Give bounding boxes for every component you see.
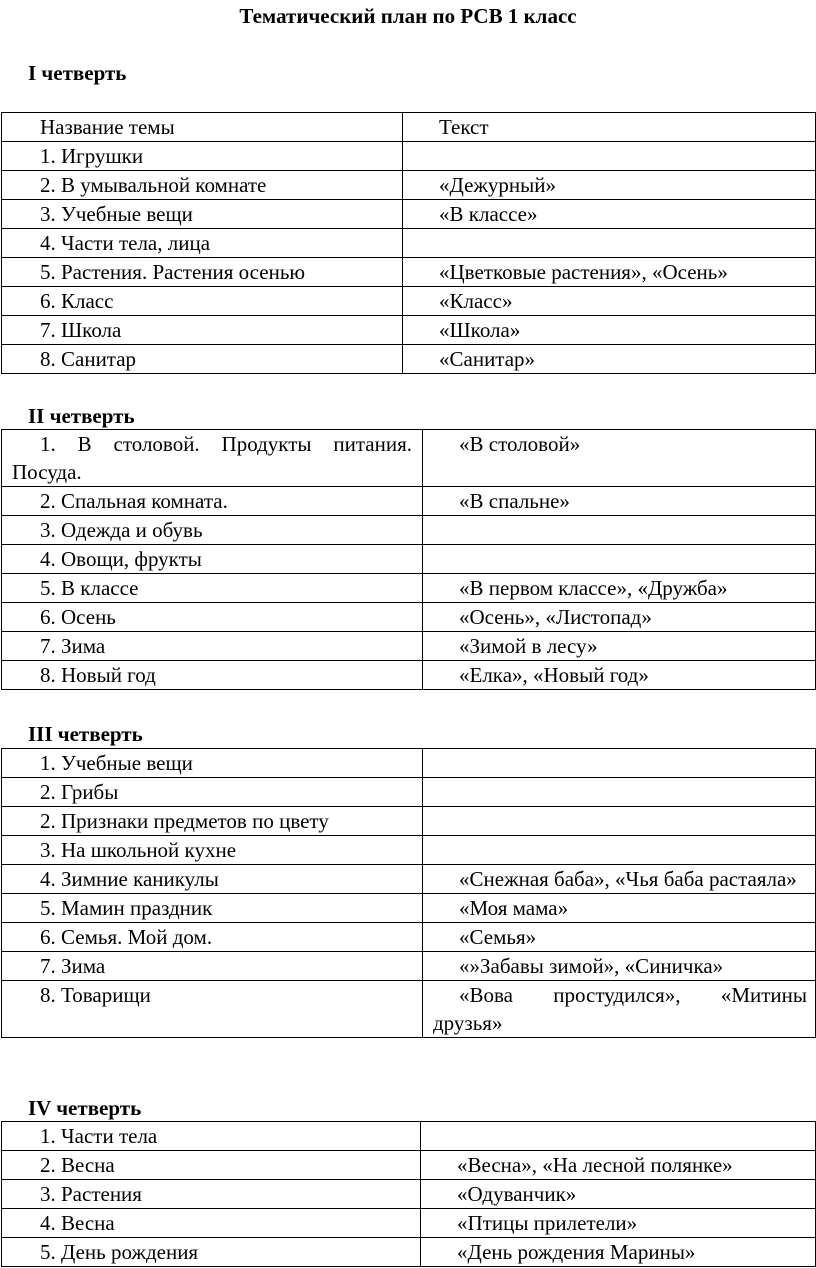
table-row bbox=[2, 574, 816, 603]
table-row bbox=[2, 1180, 816, 1209]
text-cell bbox=[423, 807, 815, 835]
quarter-2-table bbox=[1, 429, 816, 690]
topic-cell: 5. Растения. Растения осенью bbox=[40, 260, 306, 284]
text-cell: «Зимой в лесу» bbox=[459, 634, 598, 658]
topic-cell: 1. В столовой. Продукты питания. Посуда. bbox=[12, 432, 412, 484]
text-cell bbox=[423, 545, 815, 573]
topic-cell: 2. В умывальной комнате bbox=[40, 173, 267, 197]
table-row bbox=[2, 229, 816, 258]
topic-cell: 5. В классе bbox=[40, 576, 139, 600]
table-row bbox=[2, 516, 816, 545]
text-cell bbox=[403, 142, 815, 170]
quarter-4-table bbox=[1, 1121, 816, 1267]
text-cell bbox=[421, 1122, 815, 1150]
topic-cell: 4. Овощи, фрукты bbox=[40, 547, 202, 571]
column-header-topic: Название темы bbox=[40, 115, 175, 139]
table-row bbox=[2, 1151, 816, 1180]
text-cell: «Весна», «На лесной полянке» bbox=[457, 1153, 733, 1177]
text-cell bbox=[423, 778, 815, 806]
table-row bbox=[2, 287, 816, 316]
quarter-1-table bbox=[1, 112, 816, 374]
topic-cell: 6. Семья. Мой дом. bbox=[40, 925, 213, 949]
text-cell: «Семья» bbox=[459, 925, 537, 949]
text-cell bbox=[423, 516, 815, 544]
table-row bbox=[2, 865, 816, 894]
topic-cell: 7. Зима bbox=[40, 954, 106, 978]
table-row bbox=[2, 661, 816, 690]
table-row bbox=[2, 603, 816, 632]
topic-cell: 3. На школьной кухне bbox=[40, 838, 237, 862]
text-cell bbox=[423, 749, 815, 777]
topic-cell: 4. Весна bbox=[40, 1211, 115, 1235]
topic-cell: 8. Санитар bbox=[40, 347, 137, 371]
table-row bbox=[2, 632, 816, 661]
topic-cell: 4. Части тела, лица bbox=[40, 231, 211, 255]
table-header-row bbox=[2, 113, 816, 142]
topic-cell: 2. Спальная комната. bbox=[40, 489, 228, 513]
text-cell: «В спальне» bbox=[459, 489, 570, 513]
topic-cell: 5. Мамин праздник bbox=[40, 896, 213, 920]
text-cell: «Елка», «Новый год» bbox=[459, 663, 649, 687]
table-row bbox=[2, 923, 816, 952]
text-cell: «Дежурный» bbox=[439, 173, 556, 197]
quarter-3-table bbox=[1, 748, 816, 1038]
table-row bbox=[2, 487, 816, 516]
topic-cell: 3. Растения bbox=[40, 1182, 142, 1206]
table-row bbox=[2, 142, 816, 171]
table-row bbox=[2, 171, 816, 200]
text-cell: «Птицы прилетели» bbox=[457, 1211, 638, 1235]
text-cell: «В классе» bbox=[439, 202, 538, 226]
topic-cell: 5. День рождения bbox=[40, 1240, 199, 1264]
topic-cell: 1. Учебные вещи bbox=[40, 751, 193, 775]
text-cell: «В первом классе», «Дружба» bbox=[459, 576, 728, 600]
table-row bbox=[2, 1209, 816, 1238]
topic-cell: 6. Класс bbox=[40, 289, 114, 313]
table-row bbox=[2, 545, 816, 574]
table-row bbox=[2, 345, 816, 374]
text-cell bbox=[423, 836, 815, 864]
page-title: Тематический план по РСВ 1 класс bbox=[239, 4, 577, 28]
topic-cell: 8. Товарищи bbox=[40, 983, 151, 1007]
text-cell: «Одуванчик» bbox=[457, 1182, 577, 1206]
quarter-4-heading: IV четверть bbox=[28, 1096, 142, 1120]
text-cell: «Класс» bbox=[439, 289, 513, 313]
topic-cell: 2. Грибы bbox=[40, 780, 119, 804]
text-cell: «Цветковые растения», «Осень» bbox=[439, 260, 728, 284]
text-cell: «Моя мама» bbox=[459, 896, 569, 920]
quarter-1-heading: I четверть bbox=[28, 61, 127, 85]
text-cell: «Школа» bbox=[439, 318, 521, 342]
topic-cell: 2. Весна bbox=[40, 1153, 115, 1177]
table-row bbox=[2, 1238, 816, 1267]
topic-cell: 7. Зима bbox=[40, 634, 106, 658]
text-cell: «Санитар» bbox=[439, 347, 536, 371]
topic-cell: 1. Части тела bbox=[40, 1124, 158, 1148]
topic-cell: 1. Игрушки bbox=[40, 144, 144, 168]
table-row bbox=[2, 894, 816, 923]
table-row bbox=[2, 749, 816, 778]
topic-cell: 3. Учебные вещи bbox=[40, 202, 193, 226]
topic-cell: 6. Осень bbox=[40, 605, 116, 629]
table-row bbox=[2, 807, 816, 836]
table-row bbox=[2, 952, 816, 981]
topic-cell: 3. Одежда и обувь bbox=[40, 518, 203, 542]
quarter-3-heading: III четверть bbox=[28, 722, 143, 746]
topic-cell: 8. Новый год bbox=[40, 663, 156, 687]
text-cell: «День рождения Марины» bbox=[457, 1240, 696, 1264]
table-row bbox=[2, 200, 816, 229]
table-row bbox=[2, 778, 816, 807]
text-cell: «В столовой» bbox=[459, 432, 581, 456]
text-cell: «Осень», «Листопад» bbox=[459, 605, 652, 629]
table-row bbox=[2, 1122, 816, 1151]
table-row bbox=[2, 430, 816, 487]
text-cell: «»Забавы зимой», «Синичка» bbox=[459, 954, 724, 978]
topic-cell: 4. Зимние каникулы bbox=[40, 867, 219, 891]
topic-cell: 2. Признаки предметов по цвету bbox=[40, 809, 329, 833]
table-row bbox=[2, 836, 816, 865]
text-cell: «Вова простудился», «Митины друзья» bbox=[433, 983, 807, 1035]
quarter-2-heading: II четверть bbox=[28, 404, 135, 428]
table-row bbox=[2, 981, 816, 1038]
column-header-text: Текст bbox=[439, 115, 489, 139]
topic-cell: 7. Школа bbox=[40, 318, 122, 342]
text-cell bbox=[403, 229, 815, 257]
table-row bbox=[2, 258, 816, 287]
table-row bbox=[2, 316, 816, 345]
text-cell: «Снежная баба», «Чья баба растаяла» bbox=[459, 867, 797, 891]
